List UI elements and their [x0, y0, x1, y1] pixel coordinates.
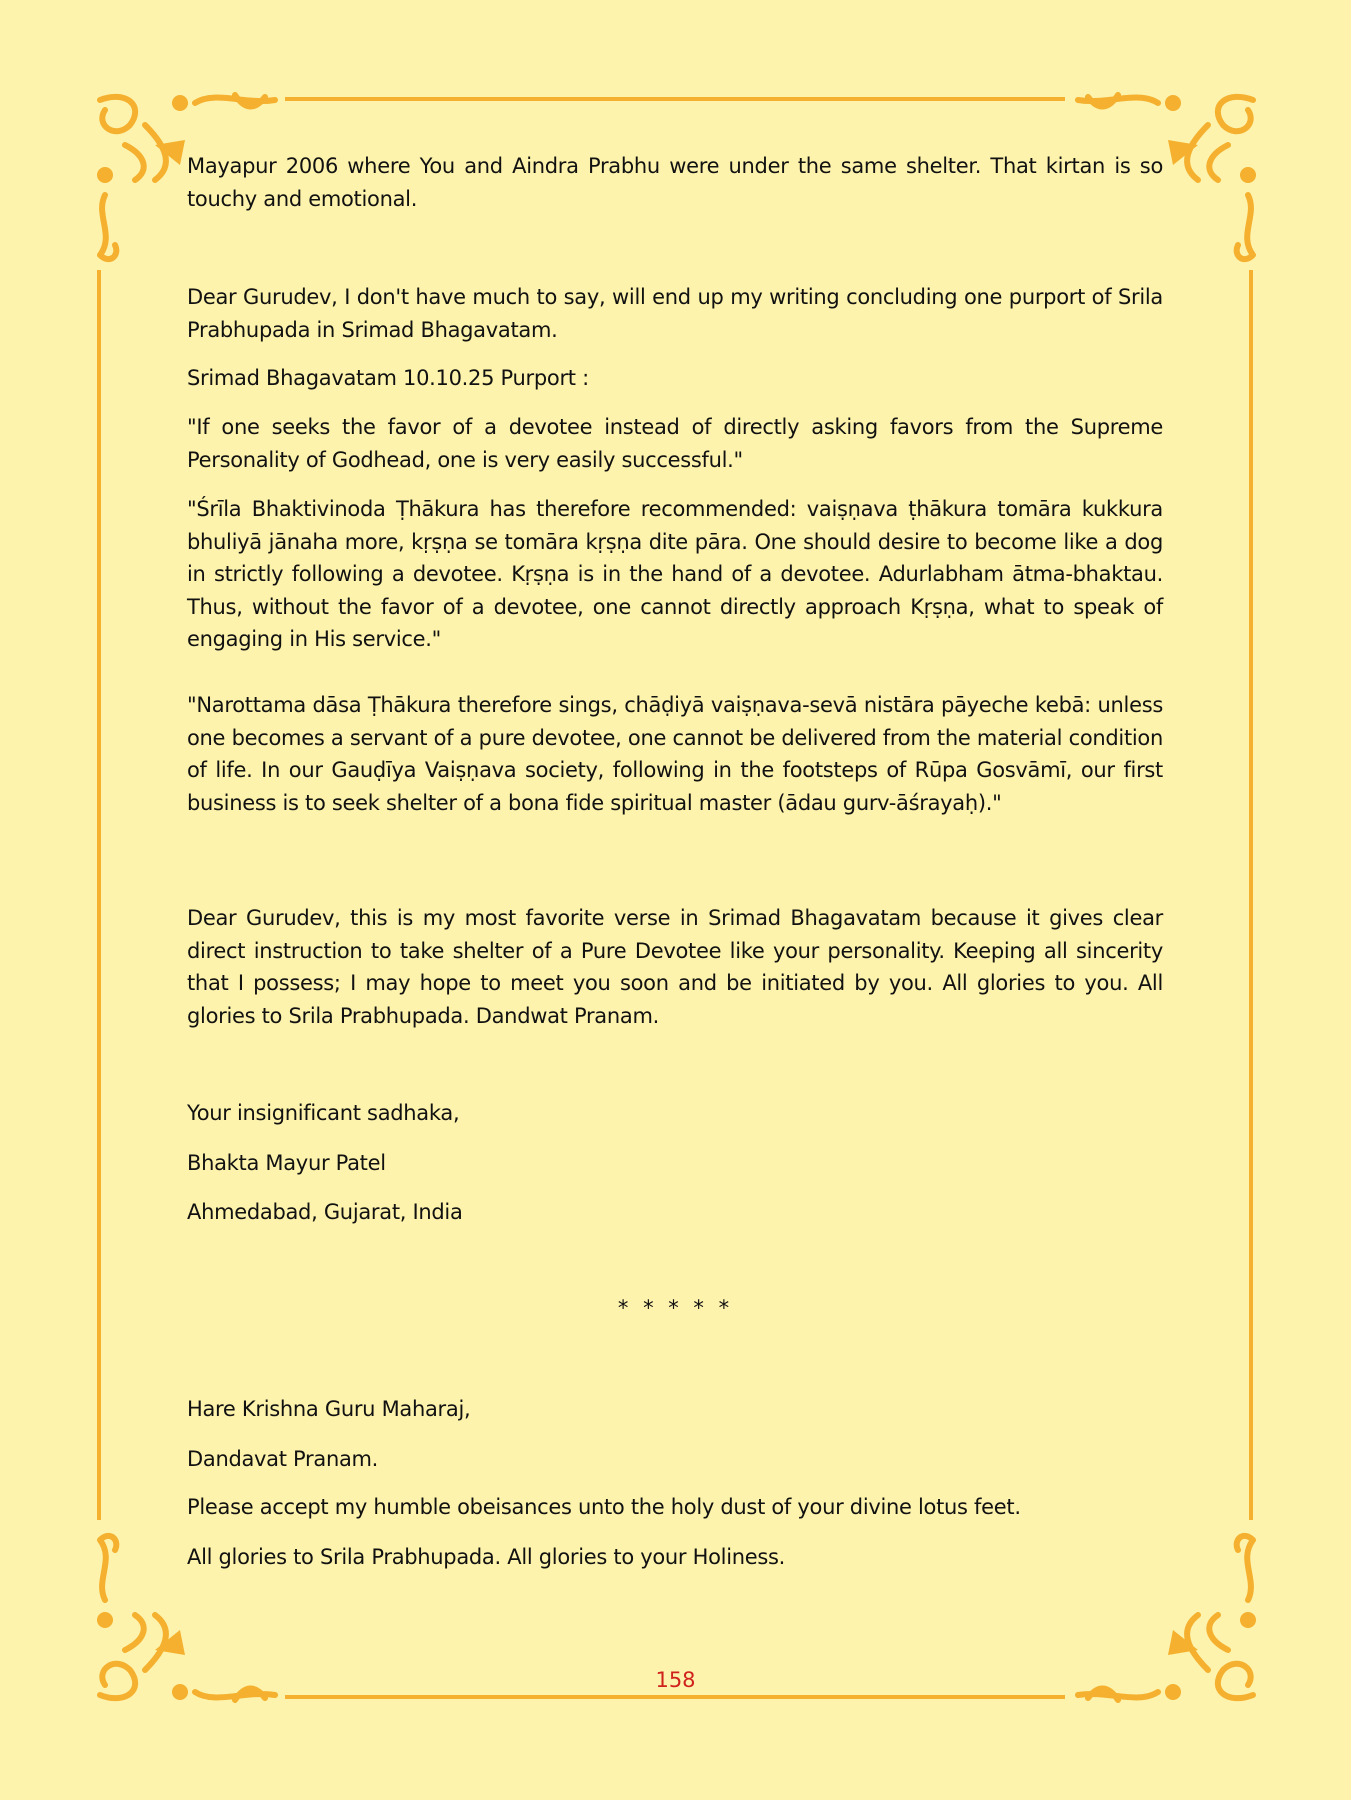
next-letter-greeting: Hare Krishna Guru Maharaj,: [187, 1397, 471, 1421]
quote-bhaktivinoda: "Śrīla Bhaktivinoda Ṭhākura has therefore recommended: vaiṣṇava ṭhākura tomāra kukkura bhuliyā jānaha more, kṛṣṇa se tomāra kṛṣṇa dite pāra. One should desire to become like a dog in strictly following a devotee. Kṛṣṇa is in the hand of a devotee. Adurlabham ātma-bhaktau. Thus, without the favor of a devotee, one cannot directly approach Kṛṣṇa, what to speak of engaging in His service.": [187, 497, 1163, 651]
page-number: 158: [655, 1668, 696, 1692]
next-letter-obeisances: Please accept my humble obeisances unto the holy dust of your divine lotus feet.: [187, 1495, 1021, 1519]
signature-name: Bhakta Mayur Patel: [187, 1151, 386, 1175]
next-letter-pranam: Dandavat Pranam.: [187, 1447, 379, 1471]
border-bottom: [285, 1695, 1065, 1699]
paragraph-intro: Dear Gurudev, I don't have much to say, will end up my writing concluding one purport of Srila Prabhupada in Srimad Bhagavatam.: [187, 285, 1163, 342]
signature-salutation: Your insignificant sadhaka,: [187, 1101, 460, 1125]
verse-reference: Srimad Bhagavatam 10.10.25 Purport :: [187, 366, 589, 390]
quote-narottama: "Narottama dāsa Ṭhākura therefore sings, chāḍiyā vaiṣṇava-sevā nistāra pāyeche kebā: unless one becomes a servant of a pure devotee, one cannot be delivered from the material condition of life. In our Gauḍīya Vaiṣṇava society, following in the footsteps of Rūpa Gosvāmī, our first business is to seek shelter of a bona fide spiritual master (ādau gurv-āśrayaḥ).": [187, 693, 1163, 815]
border-top: [285, 97, 1065, 101]
signature-location: Ahmedabad, Gujarat, India: [187, 1200, 463, 1224]
next-letter-glories: All glories to Srila Prabhupada. All glories to your Holiness.: [187, 1545, 786, 1569]
border-left: [97, 270, 101, 1520]
paragraph-kirtan: Mayapur 2006 where You and Aindra Prabhu were under the same shelter. That kirtan is so touchy and emotional.: [187, 154, 1163, 211]
section-separator: * * * * *: [617, 1296, 734, 1320]
paragraph-closing: Dear Gurudev, this is my most favorite verse in Srimad Bhagavatam because it gives clear direct instruction to take shelter of a Pure Devotee like your personality. Keeping all sincerity that I possess; I may hope to meet you soon and be initiated by you. All glories to you. All glories to Srila Prabhupada. Dandwat Pranam.: [187, 906, 1163, 1028]
border-right: [1249, 270, 1253, 1520]
quote-favor: "If one seeks the favor of a devotee instead of directly asking favors from the Supreme Personality of Godhead, one is very easily successful.": [187, 415, 1163, 472]
